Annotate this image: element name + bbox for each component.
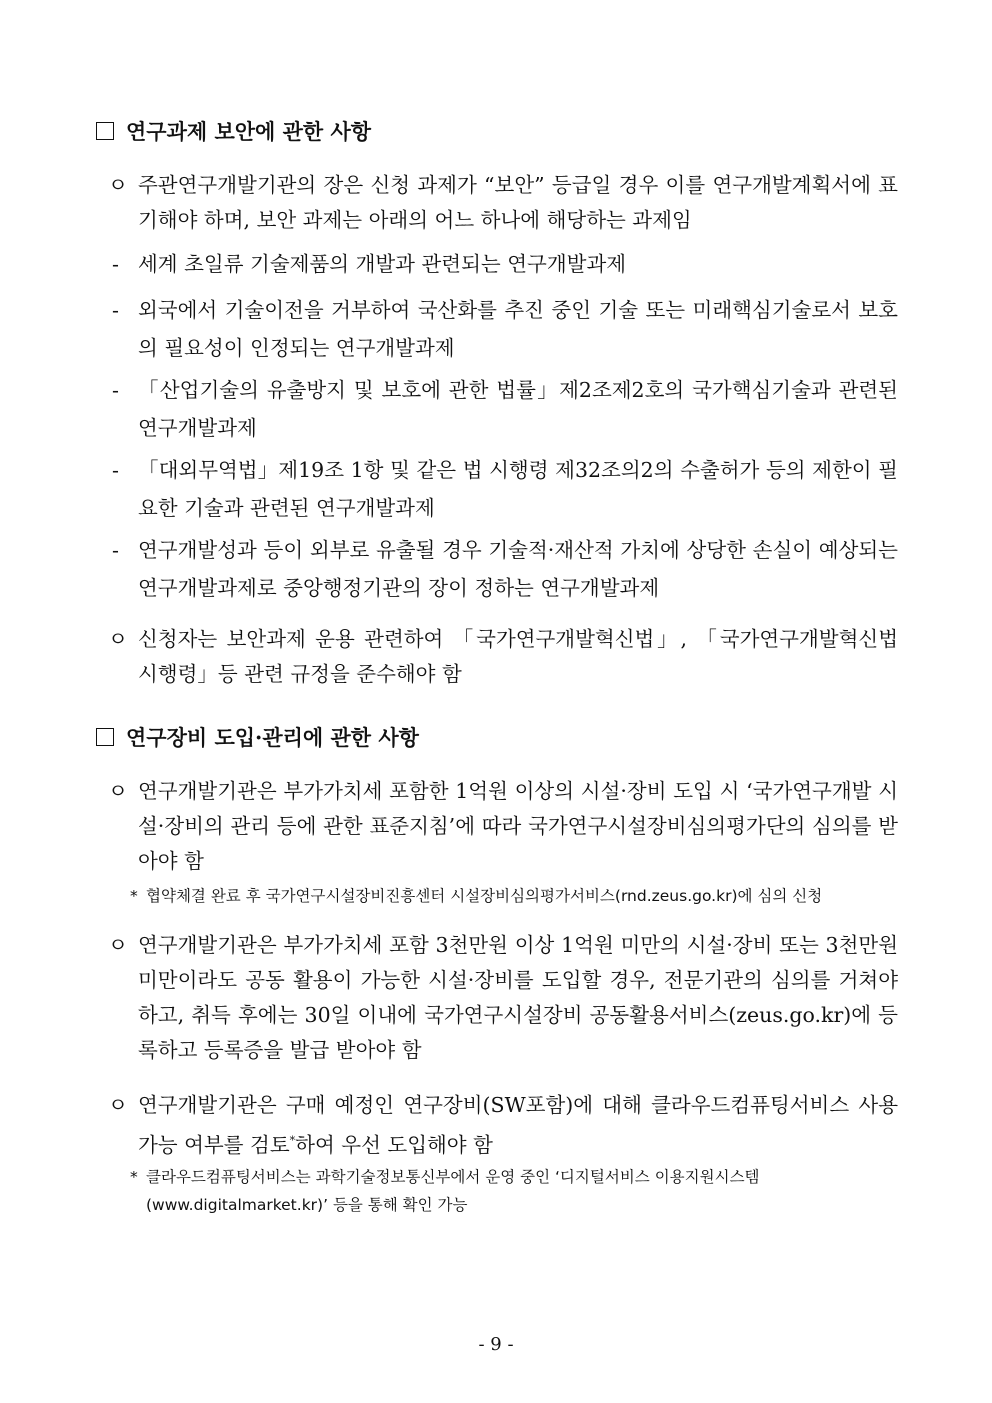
dash-item [112,451,898,527]
dash-item [112,531,898,607]
circle-bullet-icon: ㅇ [108,173,128,197]
dash-bullet: - [112,538,119,562]
list-item [108,1088,898,1163]
section-title-security [96,116,371,146]
list-item-text: 연구개발기관은 구매 예정인 연구장비(SW포함)에 대해 클라우드컴퓨팅서비스 사용 가능 여부를 검토*하여 우선 도입해야 함 [138,1093,898,1157]
circle-bullet-icon: ㅇ [108,779,128,803]
checkbox-square-icon [96,728,114,746]
circle-bullet-icon: ㅇ [108,933,128,957]
list-item [108,622,898,692]
dash-bullet: - [112,458,119,482]
dash-item-text: 「대외무역법」제19조 1항 및 같은 법 시행령 제32조의2의 수출허가 등의 제한이 필요한 기술과 관련된 연구개발과제 [138,458,898,520]
dash-bullet: - [112,252,119,276]
dash-item [112,371,898,447]
asterisk-mark: * [130,887,138,905]
list-item-text: 연구개발기관은 부가가치세 포함 3천만원 이상 1억원 미만의 시설·장비 또는 3천만원 미만이라도 공동 활용이 가능한 시설·장비를 도입할 경우, 전문기관의 심의를 거쳐야 하고, 취득 후에는 30일 이내에 국가연구시설장비 공동활용서비스(zeus.go.kr)에 등록하고 등록증을 발급 받아야 함 [138,933,898,1062]
dash-item [112,245,898,283]
dash-item [112,291,898,367]
circle-bullet-icon: ㅇ [108,1093,128,1117]
footnote-marker: * [289,1134,296,1147]
dash-bullet: - [112,298,119,322]
page-number: - 9 - [478,1334,514,1355]
list-item [108,774,898,879]
list-item-text: 연구개발기관은 부가가치세 포함한 1억원 이상의 시설·장비 도입 시 ‘국가연구개발 시설·장비의 관리 등에 관한 표준지침’에 따라 국가연구시설장비심의평가단의 심의를 받아야 함 [138,779,898,873]
section-title-text: 연구과제 보안에 관한 사항 [126,119,372,144]
footnote-text: 클라우드컴퓨팅서비스는 과학기술정보통신부에서 운영 중인 ‘디지털서비스 이용지원시스템(www.digitalmarket.kr)’ 등을 통해 확인 가능 [146,1168,760,1214]
list-item-text: 주관연구개발기관의 장은 신청 과제가 “보안” 등급일 경우 이를 연구개발계획서에 표기해야 하며, 보안 과제는 아래의 어느 하나에 해당하는 과제임 [138,173,898,232]
list-item [108,928,898,1068]
footnote [130,1163,898,1219]
dash-item-text: 「산업기술의 유출방지 및 보호에 관한 법률」제2조제2호의 국가핵심기술과 관련된 연구개발과제 [138,378,898,440]
section-title-equipment [96,722,419,752]
circle-bullet-icon: ㅇ [108,627,128,651]
dash-item-text: 세계 초일류 기술제품의 개발과 관련되는 연구개발과제 [138,252,627,276]
dash-bullet: - [112,378,119,402]
section-title-text: 연구장비 도입·관리에 관한 사항 [126,725,419,750]
list-item-text: 신청자는 보안과제 운용 관련하여 「국가연구개발혁신법」, 「국가연구개발혁신법 시행령」등 관련 규정을 준수해야 함 [138,627,898,686]
list-item [108,168,898,238]
footnote-text: 협약체결 완료 후 국가연구시설장비진흥센터 시설장비심의평가서비스(rnd.zeus.go.kr)에 심의 신청 [146,887,823,905]
checkbox-square-icon [96,122,114,140]
dash-item-text: 연구개발성과 등이 외부로 유출될 경우 기술적·재산적 가치에 상당한 손실이 예상되는 연구개발과제로 중앙행정기관의 장이 정하는 연구개발과제 [138,538,898,600]
footnote [130,882,898,910]
dash-item-text: 외국에서 기술이전을 거부하여 국산화를 추진 중인 기술 또는 미래핵심기술로서 보호의 필요성이 인정되는 연구개발과제 [138,298,898,360]
asterisk-mark: * [130,1168,138,1186]
